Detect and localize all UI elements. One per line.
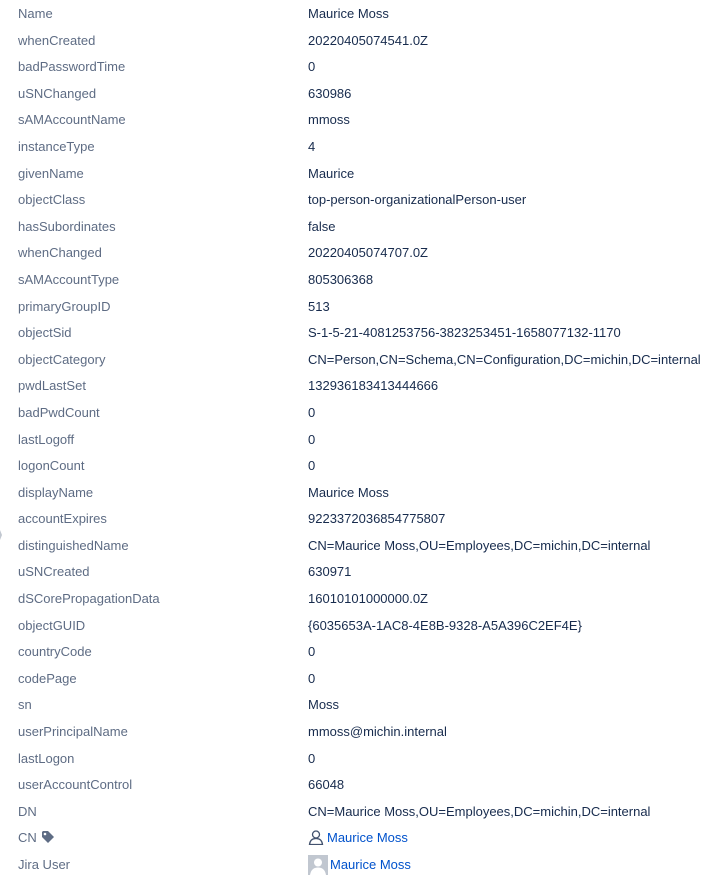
attr-row-dn bbox=[0, 799, 727, 826]
attr-key: sn bbox=[18, 697, 32, 713]
cn-label: CN bbox=[18, 830, 37, 846]
attr-value: 66048 bbox=[308, 777, 345, 793]
attr-value: mmoss@michin.internal bbox=[308, 724, 447, 740]
attr-value: 20220405074541.0Z bbox=[308, 32, 429, 48]
attr-key: logonCount bbox=[18, 458, 85, 474]
attr-key: whenCreated bbox=[18, 32, 96, 48]
attr-value: 16010101000000.0Z bbox=[308, 591, 429, 607]
attr-key: uSNChanged bbox=[18, 85, 97, 101]
attr-row-dscorepropagationdata bbox=[0, 586, 727, 613]
attr-value: 20220405074707.0Z bbox=[308, 245, 429, 261]
attr-row-logoncount bbox=[0, 453, 727, 480]
attr-value: Moss bbox=[308, 697, 340, 713]
attr-row-useraccountcontrol bbox=[0, 772, 727, 799]
attr-value: Maurice bbox=[308, 165, 355, 181]
attr-key: codePage bbox=[18, 670, 77, 686]
attr-key: distinguishedName bbox=[18, 537, 129, 553]
attr-value: 630971 bbox=[308, 564, 352, 580]
attr-value: Maurice Moss bbox=[308, 484, 389, 500]
attr-value: mmoss bbox=[308, 112, 350, 128]
cn-link-text: Maurice Moss bbox=[327, 830, 408, 846]
attr-row-accountexpires bbox=[0, 506, 727, 533]
attr-row-whencreated bbox=[0, 28, 727, 55]
attr-row-objectcategory bbox=[0, 347, 727, 374]
attr-row-objectguid bbox=[0, 613, 727, 640]
attr-value: 0 bbox=[308, 458, 316, 474]
jira-user-link[interactable] bbox=[308, 852, 411, 879]
attr-row-objectsid bbox=[0, 320, 727, 347]
attr-key: displayName bbox=[18, 484, 94, 500]
attr-value: 0 bbox=[308, 750, 316, 766]
attr-key: hasSubordinates bbox=[18, 218, 116, 234]
cn-user-link[interactable] bbox=[308, 825, 408, 852]
attr-row-whenchanged bbox=[0, 240, 727, 267]
attr-key: pwdLastSet bbox=[18, 378, 86, 394]
attr-key: objectCategory bbox=[18, 351, 106, 367]
attr-key: instanceType bbox=[18, 138, 95, 154]
attr-key: accountExpires bbox=[18, 511, 107, 527]
attr-value: 9223372036854775807 bbox=[308, 511, 446, 527]
attr-key: sAMAccountName bbox=[18, 112, 126, 128]
attr-key: whenChanged bbox=[18, 245, 102, 261]
attr-key-jira-user: Jira User bbox=[18, 857, 71, 872]
attr-value: S-1-5-21-4081253756-3823253451-1658077132-1170 bbox=[308, 325, 621, 341]
attr-row-lastlogoff bbox=[0, 427, 727, 454]
attr-row-usncreated bbox=[0, 559, 727, 586]
attr-value: 630986 bbox=[308, 85, 352, 101]
attr-key: userPrincipalName bbox=[18, 724, 128, 740]
attr-key: DN bbox=[18, 803, 37, 819]
attr-row-cn bbox=[0, 825, 727, 852]
attr-key-cn bbox=[18, 825, 55, 852]
attribute-table bbox=[0, 1, 727, 879]
attr-value: CN=Person,CN=Schema,CN=Configuration,DC=michin,DC=internal bbox=[308, 351, 701, 367]
tag-icon bbox=[41, 830, 55, 844]
attr-row-pwdlastset bbox=[0, 373, 727, 400]
attr-row-givenname bbox=[0, 161, 727, 188]
attr-row-jira-user bbox=[0, 852, 727, 879]
attr-value: Maurice Moss bbox=[308, 6, 389, 21]
attr-key: badPasswordTime bbox=[18, 59, 126, 75]
attr-key: objectGUID bbox=[18, 617, 86, 633]
attr-row-sn bbox=[0, 692, 727, 719]
attr-value: 0 bbox=[308, 404, 316, 420]
attr-row-codepage bbox=[0, 666, 727, 693]
attr-key: lastLogon bbox=[18, 750, 75, 766]
attr-value: CN=Maurice Moss,OU=Employees,DC=michin,DC=internal bbox=[308, 537, 651, 553]
attr-key: uSNCreated bbox=[18, 564, 90, 580]
attr-key: countryCode bbox=[18, 644, 92, 660]
attr-row-samaccounttype bbox=[0, 267, 727, 294]
attr-row-badpasswordtime bbox=[0, 54, 727, 81]
attr-row-distinguishedname bbox=[0, 533, 727, 560]
user-icon bbox=[308, 829, 324, 845]
attr-row-instancetype bbox=[0, 134, 727, 161]
attr-value: 4 bbox=[308, 138, 316, 154]
avatar-silhouette-icon bbox=[308, 855, 328, 875]
jira-link-text: Maurice Moss bbox=[330, 857, 411, 872]
attr-key: sAMAccountType bbox=[18, 271, 120, 287]
attr-key: userAccountControl bbox=[18, 777, 133, 793]
attr-key: objectSid bbox=[18, 325, 72, 341]
attr-value: 0 bbox=[308, 431, 316, 447]
attr-value: 0 bbox=[308, 644, 316, 660]
attr-key: primaryGroupID bbox=[18, 298, 111, 314]
attr-value: 0 bbox=[308, 59, 316, 75]
attr-row-objectclass bbox=[0, 187, 727, 214]
attr-value: top-person-organizationalPerson-user bbox=[308, 192, 527, 208]
attr-value: {6035653A-1AC8-4E8B-9328-A5A396C2EF4E} bbox=[308, 617, 582, 633]
attr-key: Name bbox=[18, 6, 53, 21]
attr-row-badpwdcount bbox=[0, 400, 727, 427]
attr-key: givenName bbox=[18, 165, 84, 181]
attr-row-samaccountname bbox=[0, 107, 727, 134]
attr-row-hassubordinates bbox=[0, 214, 727, 241]
attr-value: 513 bbox=[308, 298, 330, 314]
attr-row-displayname bbox=[0, 480, 727, 507]
attr-row-usnchanged bbox=[0, 81, 727, 108]
attr-value: false bbox=[308, 218, 336, 234]
attr-row-lastlogon bbox=[0, 746, 727, 773]
scroll-edge-marker bbox=[0, 530, 2, 540]
attr-value: CN=Maurice Moss,OU=Employees,DC=michin,DC=internal bbox=[308, 803, 651, 819]
attr-row-userprincipalname bbox=[0, 719, 727, 746]
attr-value: 132936183413444666 bbox=[308, 378, 439, 394]
attr-row-countrycode bbox=[0, 639, 727, 666]
attr-value: 0 bbox=[308, 670, 316, 686]
attr-row-primarygroupid bbox=[0, 294, 727, 321]
attr-row-name bbox=[0, 1, 727, 28]
attr-key: lastLogoff bbox=[18, 431, 75, 447]
attr-key: objectClass bbox=[18, 192, 86, 208]
attr-value: 805306368 bbox=[308, 271, 374, 287]
avatar bbox=[308, 855, 328, 875]
attr-key: badPwdCount bbox=[18, 404, 100, 420]
attr-key: dSCorePropagationData bbox=[18, 591, 160, 607]
